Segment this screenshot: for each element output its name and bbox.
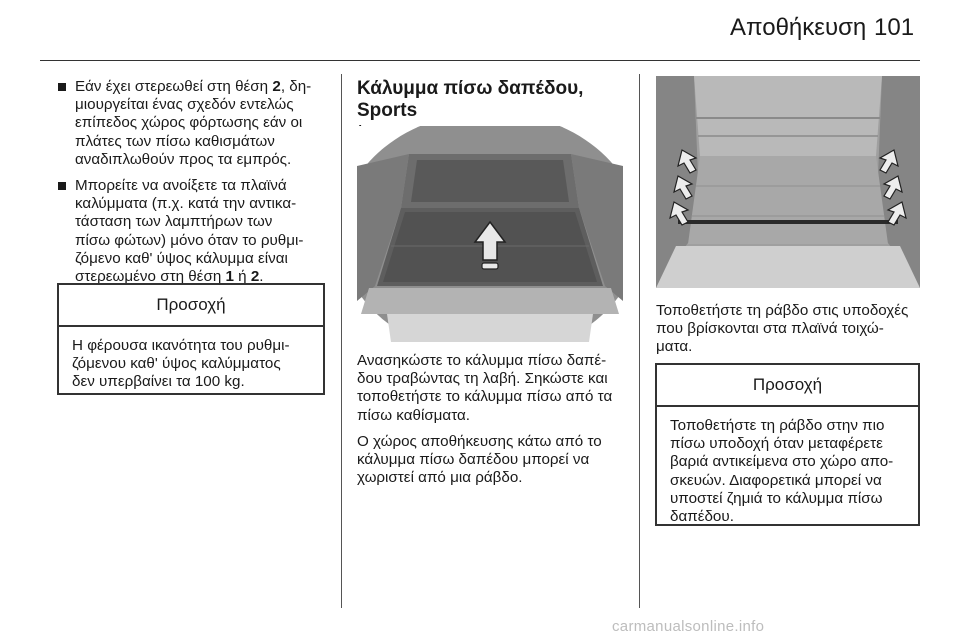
page-number: 101 — [874, 14, 915, 41]
bullet-text: Εάν έχει στερεωθεί στη θέση 2, δη- μιουργείται ένας σχεδόν εντελώς επίπεδος χώρος φόρτωσης εάν οι πλάτες των πίσω καθισμάτων αναδιπλωθούν προς τα εμπρός. — [75, 78, 312, 168]
bullet-item — [57, 177, 332, 286]
caution-box-bar — [655, 363, 920, 526]
watermark: carmanualsonline.info — [612, 618, 765, 635]
divider-bar-photo — [656, 76, 920, 288]
left-column — [57, 78, 332, 294]
section-heading: Κάλυμμα πίσω δαπέδου, Sports — [357, 78, 584, 121]
column-divider-left — [341, 74, 342, 608]
bar-instruction-paragraph: Τοποθετήστε τη ράβδο στις υποδοχές που βρίσκονται στα πλαϊνά τοιχώ- ματα. — [656, 302, 909, 356]
caution-title: Προσοχή — [59, 285, 323, 327]
column-divider-right — [639, 74, 640, 608]
bullet-item — [57, 78, 332, 169]
caution-text: Τοποθετήστε τη ράβδο στην πιο πίσω υποδοχή όταν μεταφέρετε βαριά αντικείμενα στο χώρο απο- σκευών. Διαφορετικά μπορεί να υποστεί ζημιά το κάλυμμα πίσω δαπέδου. — [670, 417, 894, 526]
middle-column-text — [357, 352, 629, 495]
bullet-square-icon — [58, 83, 66, 91]
page-title: Αποθήκευση — [730, 14, 867, 41]
header-divider — [40, 60, 920, 61]
bullet-square-icon — [58, 182, 66, 190]
bullet-text: Μπορείτε να ανοίξετε τα πλαϊνά καλύμματα (π.χ. κατά την αντικα- τάσταση των λαμπτήρων των πίσω φώτων) μόνο όταν το ρυθμι- ζόμενο καθ' ύψος κάλυμμα είναι στερεωμένο στη θέση 1 ή 2. — [75, 177, 304, 286]
cargo-floor-cover-photo — [357, 126, 623, 342]
storage-paragraph: Ο χώρος αποθήκευσης κάτω από το κάλυμμα πίσω δαπέδου μπορεί να χωριστεί από μια ράβδο. — [357, 432, 602, 487]
bullet-list — [57, 78, 332, 286]
caution-text: Η φέρουσα ικανότητα του ρυθμι- ζόμενου καθ' ύψος καλύμματος δεν υπερβαίνει τα 100 kg. — [72, 337, 290, 391]
instruction-paragraph: Ανασηκώστε το κάλυμμα πίσω δαπέ- δου τραβώντας τη λαβή. Σηκώστε και τοποθετήστε το κάλυμμα πίσω από τα πίσω καθίσματα. — [357, 352, 613, 424]
caution-box-load — [57, 283, 325, 395]
caution-title: Προσοχή — [657, 365, 918, 407]
right-column-text — [656, 302, 926, 365]
